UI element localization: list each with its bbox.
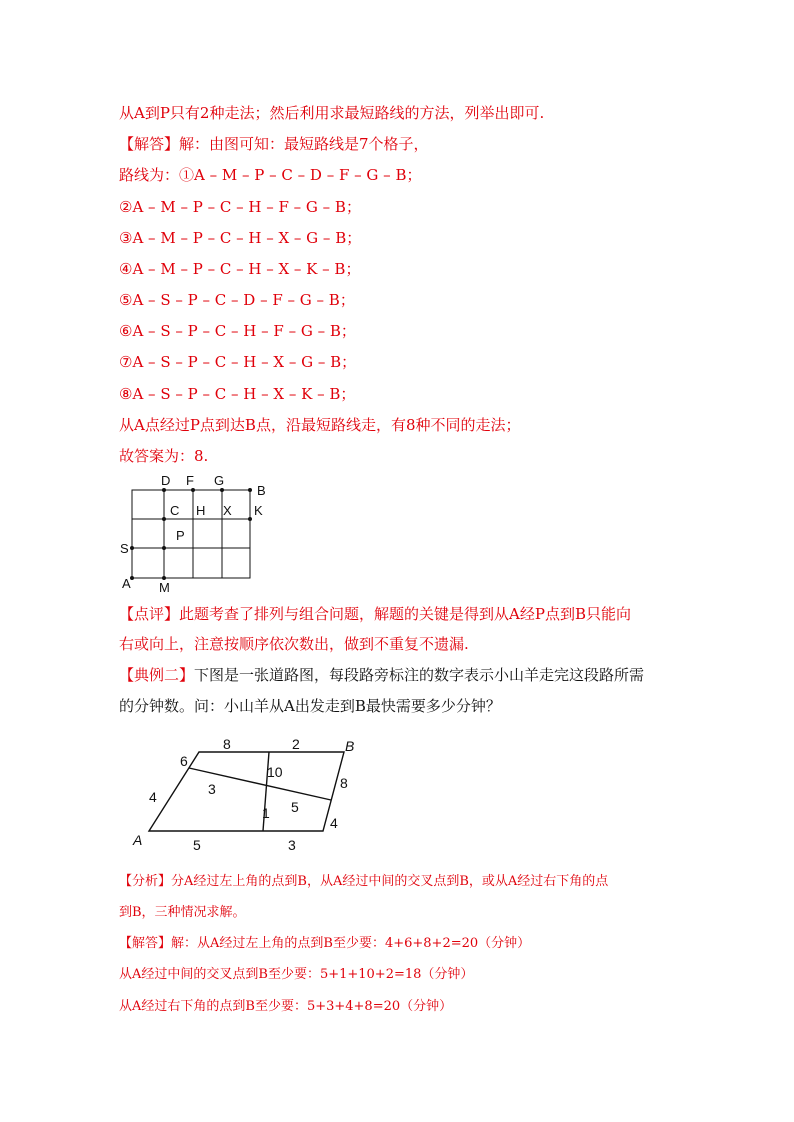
label-mid-left: 3 <box>208 781 216 797</box>
label-c: C <box>170 503 180 518</box>
road-outline <box>149 752 344 831</box>
label-a: A <box>133 832 143 848</box>
solution-line-1 <box>119 934 530 954</box>
answer-text: 解：由图可知：最短路线是7个格子， <box>179 135 429 153</box>
route-item: ②A – M – P – C – H – F – G – B； <box>119 198 361 216</box>
label-b: B <box>257 483 266 498</box>
road-map-svg <box>128 730 364 855</box>
intro-line: 从A到P只有2种走法；然后利用求最短路线的方法，列举出即可. <box>119 104 545 122</box>
analysis-line-2: 到B，三种情况求解。 <box>119 905 246 920</box>
comment-line-2: 右或向上，注意按顺序依次数出，做到不重复不遗漏. <box>119 635 469 653</box>
final-answer: 故答案为：8. <box>119 447 209 465</box>
example2-text: 下图是一张道路图，每段路旁标注的数字表示小山羊走完这段路所需 <box>194 666 645 684</box>
label-b: B <box>345 738 355 754</box>
label-a: A <box>122 576 131 591</box>
label-k: K <box>254 503 263 518</box>
route-item: ③A – M – P – C – H – X – G – B； <box>119 229 362 247</box>
analysis-tag: 【分析】 <box>119 874 172 889</box>
label-left-side: 4 <box>149 789 157 805</box>
road-map-figure <box>128 730 364 855</box>
label-p: P <box>176 528 185 543</box>
label-h: H <box>196 503 206 518</box>
answer-tag: 【解答】 <box>119 135 180 153</box>
label-d: D <box>161 473 171 488</box>
label-bottom-right: 3 <box>288 837 296 853</box>
comment-tag: 【点评】 <box>119 605 180 623</box>
label-top-left: 8 <box>223 736 231 752</box>
route-item: ⑤A – S – P – C – D – F – G – B； <box>119 291 355 309</box>
analysis-line-1 <box>119 872 608 892</box>
example2-line-2: 的分钟数。问：小山羊从A出发走到B最快需要多少分钟？ <box>119 697 501 715</box>
solution-line-2: 从A经过中间的交叉点到B至少要：5+1+10+2=18（分钟） <box>119 967 474 982</box>
label-g: G <box>214 473 225 488</box>
routes-prefix: 路线为： <box>119 166 180 184</box>
solution-text: 解：从A经过左上角的点到B至少要：4+6+8+2=20（分钟） <box>171 936 531 951</box>
label-left-top: 6 <box>180 753 188 769</box>
solution-tag: 【解答】 <box>119 936 172 951</box>
label-right-lower: 4 <box>330 815 338 831</box>
label-x: X <box>223 503 232 518</box>
label-s: S <box>120 541 129 556</box>
comment-line-1 <box>119 604 631 624</box>
label-bottom-left: 5 <box>193 837 201 853</box>
grid-svg <box>116 470 276 600</box>
example2-tag: 【典例二】 <box>119 666 195 684</box>
conclusion-line: 从A点经过P点到达B点，沿最短路线走，有8种不同的走法； <box>119 416 521 434</box>
comment-text: 此题考查了排列与组合问题，解题的关键是得到从A经P点到B只能向 <box>179 605 631 623</box>
route-line-1 <box>119 165 421 185</box>
label-mid-top: 10 <box>267 764 283 780</box>
grid-outline <box>132 490 250 578</box>
label-mid-bottom: 1 <box>262 805 270 821</box>
label-top-right: 2 <box>292 736 300 752</box>
label-mid-right: 5 <box>291 799 299 815</box>
route-item: ①A – M – P – C – D – F – G – B； <box>179 166 422 184</box>
solution-line-3: 从A经过右下角的点到B至少要：5+3+4+8=20（分钟） <box>119 999 453 1014</box>
route-item: ⑦A – S – P – C – H – X – G – B； <box>119 353 357 371</box>
label-m: M <box>159 580 170 595</box>
analysis-text: 分A经过左上角的点到B，从A经过中间的交叉点到B，或从A经过右下角的点 <box>171 874 609 889</box>
label-right-upper: 8 <box>340 775 348 791</box>
label-f: F <box>186 473 194 488</box>
route-item: ⑧A – S – P – C – H – X – K – B； <box>119 385 356 403</box>
grid-figure <box>116 470 276 600</box>
answer-line <box>119 134 429 154</box>
route-item: ④A – M – P – C – H – X – K – B； <box>119 260 361 278</box>
example2-line-1 <box>119 665 644 685</box>
route-item: ⑥A – S – P – C – H – F – G – B； <box>119 322 356 340</box>
